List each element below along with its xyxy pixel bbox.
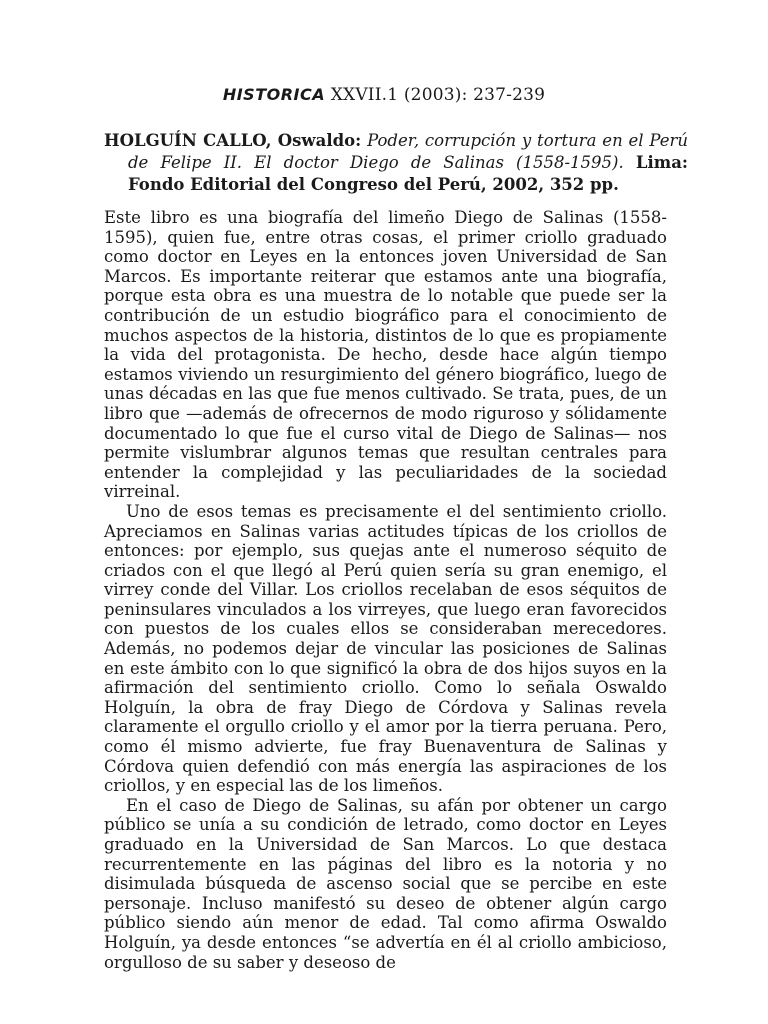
book-publisher: Lima: Fondo Editorial del Congreso del Perú, 2002, 352 pp. <box>128 153 689 194</box>
book-title: Poder, corrupción y tortura en el Perú de Felipe II. El doctor Diego de Salinas (1558-1595). <box>128 131 689 172</box>
journal-name: HISTORICA <box>222 85 326 104</box>
book-author: HOLGUÍN CALLO, Oswaldo: <box>104 131 362 150</box>
book-reference <box>104 130 688 196</box>
review-body <box>104 208 667 972</box>
journal-header <box>0 85 768 105</box>
journal-citation: XXVII.1 (2003): 237-239 <box>330 85 546 105</box>
paragraph-1: Este libro es una biografía del limeño Diego de Salinas (1558-1595), quien fue, entre otras cosas, el primer criollo graduado como doctor en Leyes en la entonces joven Universidad de San Marcos. Es importante reiterar que estamos ante una biografía, porque esta obra es una muestra de lo notable que puede ser la contribución de un estudio biográfico para el conocimiento de muchos aspectos de la historia, distintos de lo que es propiamente la vida del protagonista. De hecho, desde hace algún tiempo estamos viviendo un resurgimiento del género biográfico, luego de unas décadas en las que fue menos cultivado. Se trata, pues, de un libro que —además de ofrecernos de modo riguroso y sólidamente documentado lo que fue el curso vital de Diego de Salinas— nos permite vislumbrar algunos temas que resultan centrales para entender la complejidad y las peculiaridades de la sociedad virreinal. <box>104 208 667 502</box>
paragraph-2: Uno de esos temas es precisamente el del sentimiento criollo. Apreciamos en Salinas varias actitudes típicas de los criollos de entonces: por ejemplo, sus quejas ante el numeroso séquito de criados con el que llegó al Perú quien sería su gran enemigo, el virrey conde del Villar. Los criollos recelaban de esos séquitos de peninsulares vinculados a los virreyes, que luego eran favorecidos con puestos de los cuales ellos se consideraban merecedores. Además, no podemos dejar de vincular las posiciones de Salinas en este ámbito con lo que significó la obra de dos hijos suyos en la afirmación del sentimiento criollo. Como lo señala Oswaldo Holguín, la obra de fray Diego de Córdova y Salinas revela claramente el orgullo criollo y el amor por la tierra peruana. Pero, como él mismo advierte, fue fray Buenaventura de Salinas y Córdova quien defendió con más energía las aspiraciones de los criollos, y en especial las de los limeños. <box>104 501 667 796</box>
paragraph-3: En el caso de Diego de Salinas, su afán por obtener un cargo público se unía a su condición de letrado, como doctor en Leyes graduado en la Universidad de San Marcos. Lo que destaca recurrentemente en las páginas del libro es la notoria y no disimulada búsqueda de ascenso social que se percibe en este personaje. Incluso manifestó su deseo de obtener algún cargo público siendo aún menor de edad. Tal como afirma Oswaldo Holguín, ya desde entonces “se advertía en él al criollo ambicioso, orgulloso de su saber y deseoso de <box>104 795 667 972</box>
